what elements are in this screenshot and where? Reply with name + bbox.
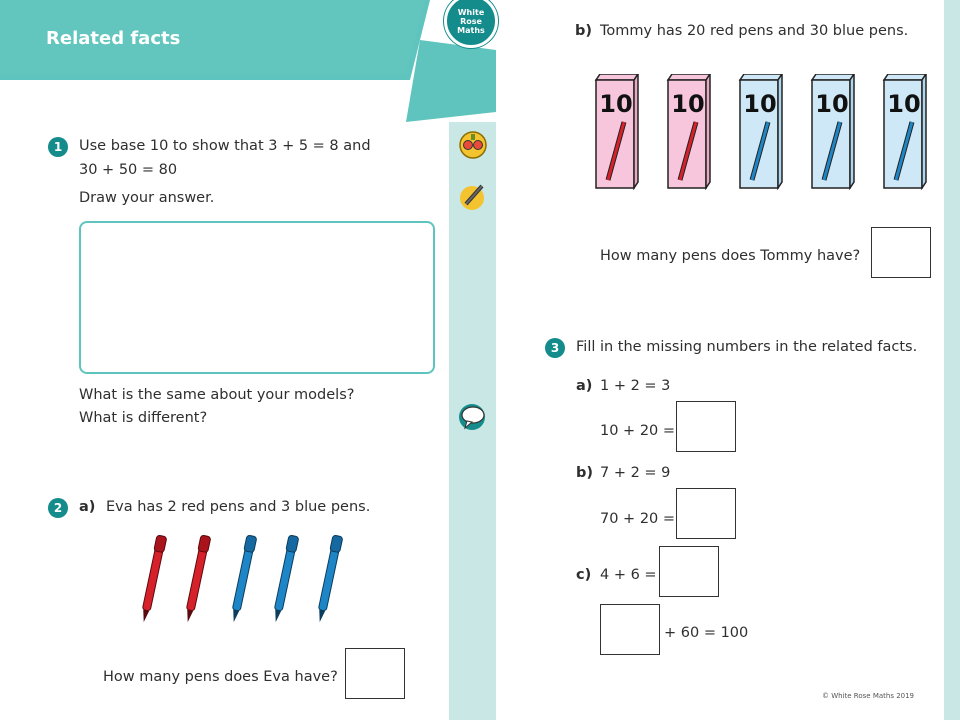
page-title: Related facts xyxy=(46,28,181,49)
question-2-number: 2 xyxy=(48,498,68,518)
pencil-icon xyxy=(458,180,488,212)
q3c-fact: 4 + 6 = xyxy=(600,567,657,583)
blue-box-1-label: 10 xyxy=(743,90,777,118)
copyright-footer: © White Rose Maths 2019 xyxy=(822,692,915,700)
q3-text: Fill in the missing numbers in the related facts. xyxy=(576,339,918,355)
q3a-label: a) xyxy=(576,378,593,394)
q3a-question: 10 + 20 = xyxy=(600,423,676,439)
q2b-text: Tommy has 20 red pens and 30 blue pens. xyxy=(600,23,909,39)
q3a-answer-box[interactable] xyxy=(676,401,736,452)
q2b-label: b) xyxy=(575,23,593,39)
blue-pen-icon xyxy=(229,535,257,623)
question-3-number: 3 xyxy=(545,338,565,358)
base10-icon xyxy=(458,130,488,160)
q2a-answer-box[interactable] xyxy=(345,648,405,699)
blue-pen-icon xyxy=(315,535,343,623)
speech-bubble-icon xyxy=(457,402,489,434)
blue-box-3-label: 10 xyxy=(887,90,921,118)
q2a-text: Eva has 2 red pens and 3 blue pens. xyxy=(106,499,371,515)
q1-instruction: Draw your answer. xyxy=(79,190,215,206)
logo-word-white: White xyxy=(457,7,485,17)
q3b-label: b) xyxy=(576,465,594,481)
red-pen-icon xyxy=(183,535,211,623)
right-margin-strip xyxy=(944,0,960,720)
q1-line-2: 30 + 50 = 80 xyxy=(79,162,178,178)
q3c-answer-box-2[interactable] xyxy=(600,604,660,655)
eva-pens xyxy=(140,530,360,630)
red-box-1-label: 10 xyxy=(599,90,633,118)
logo-word-maths: Maths xyxy=(457,25,485,35)
q3a-fact: 1 + 2 = 3 xyxy=(600,378,671,394)
tommy-pen-boxes xyxy=(594,74,944,192)
q1-follow-up-2: What is different? xyxy=(79,410,208,426)
q3c-label: c) xyxy=(576,567,592,583)
q3b-question: 70 + 20 = xyxy=(600,511,676,527)
q1-line-1: Use base 10 to show that 3 + 5 = 8 and xyxy=(79,138,371,154)
logo-word-rose: Rose xyxy=(460,16,482,26)
q2a-label: a) xyxy=(79,499,96,515)
q3c-question: + 60 = 100 xyxy=(664,625,749,641)
q2b-question: How many pens does Tommy have? xyxy=(600,248,861,264)
header-banner xyxy=(0,0,500,125)
red-box-2-label: 10 xyxy=(671,90,705,118)
q2b-answer-box[interactable] xyxy=(871,227,931,278)
red-pen-icon xyxy=(140,535,167,623)
q1-answer-area[interactable] xyxy=(79,221,435,374)
q3b-fact: 7 + 2 = 9 xyxy=(600,465,671,481)
q2a-question: How many pens does Eva have? xyxy=(103,669,338,685)
question-1-number: 1 xyxy=(48,137,68,157)
q3c-answer-box-1[interactable] xyxy=(659,546,719,597)
blue-box-2-label: 10 xyxy=(815,90,849,118)
q1-follow-up-1: What is the same about your models? xyxy=(79,387,355,403)
blue-pen-icon xyxy=(271,535,299,623)
q3b-answer-box[interactable] xyxy=(676,488,736,539)
